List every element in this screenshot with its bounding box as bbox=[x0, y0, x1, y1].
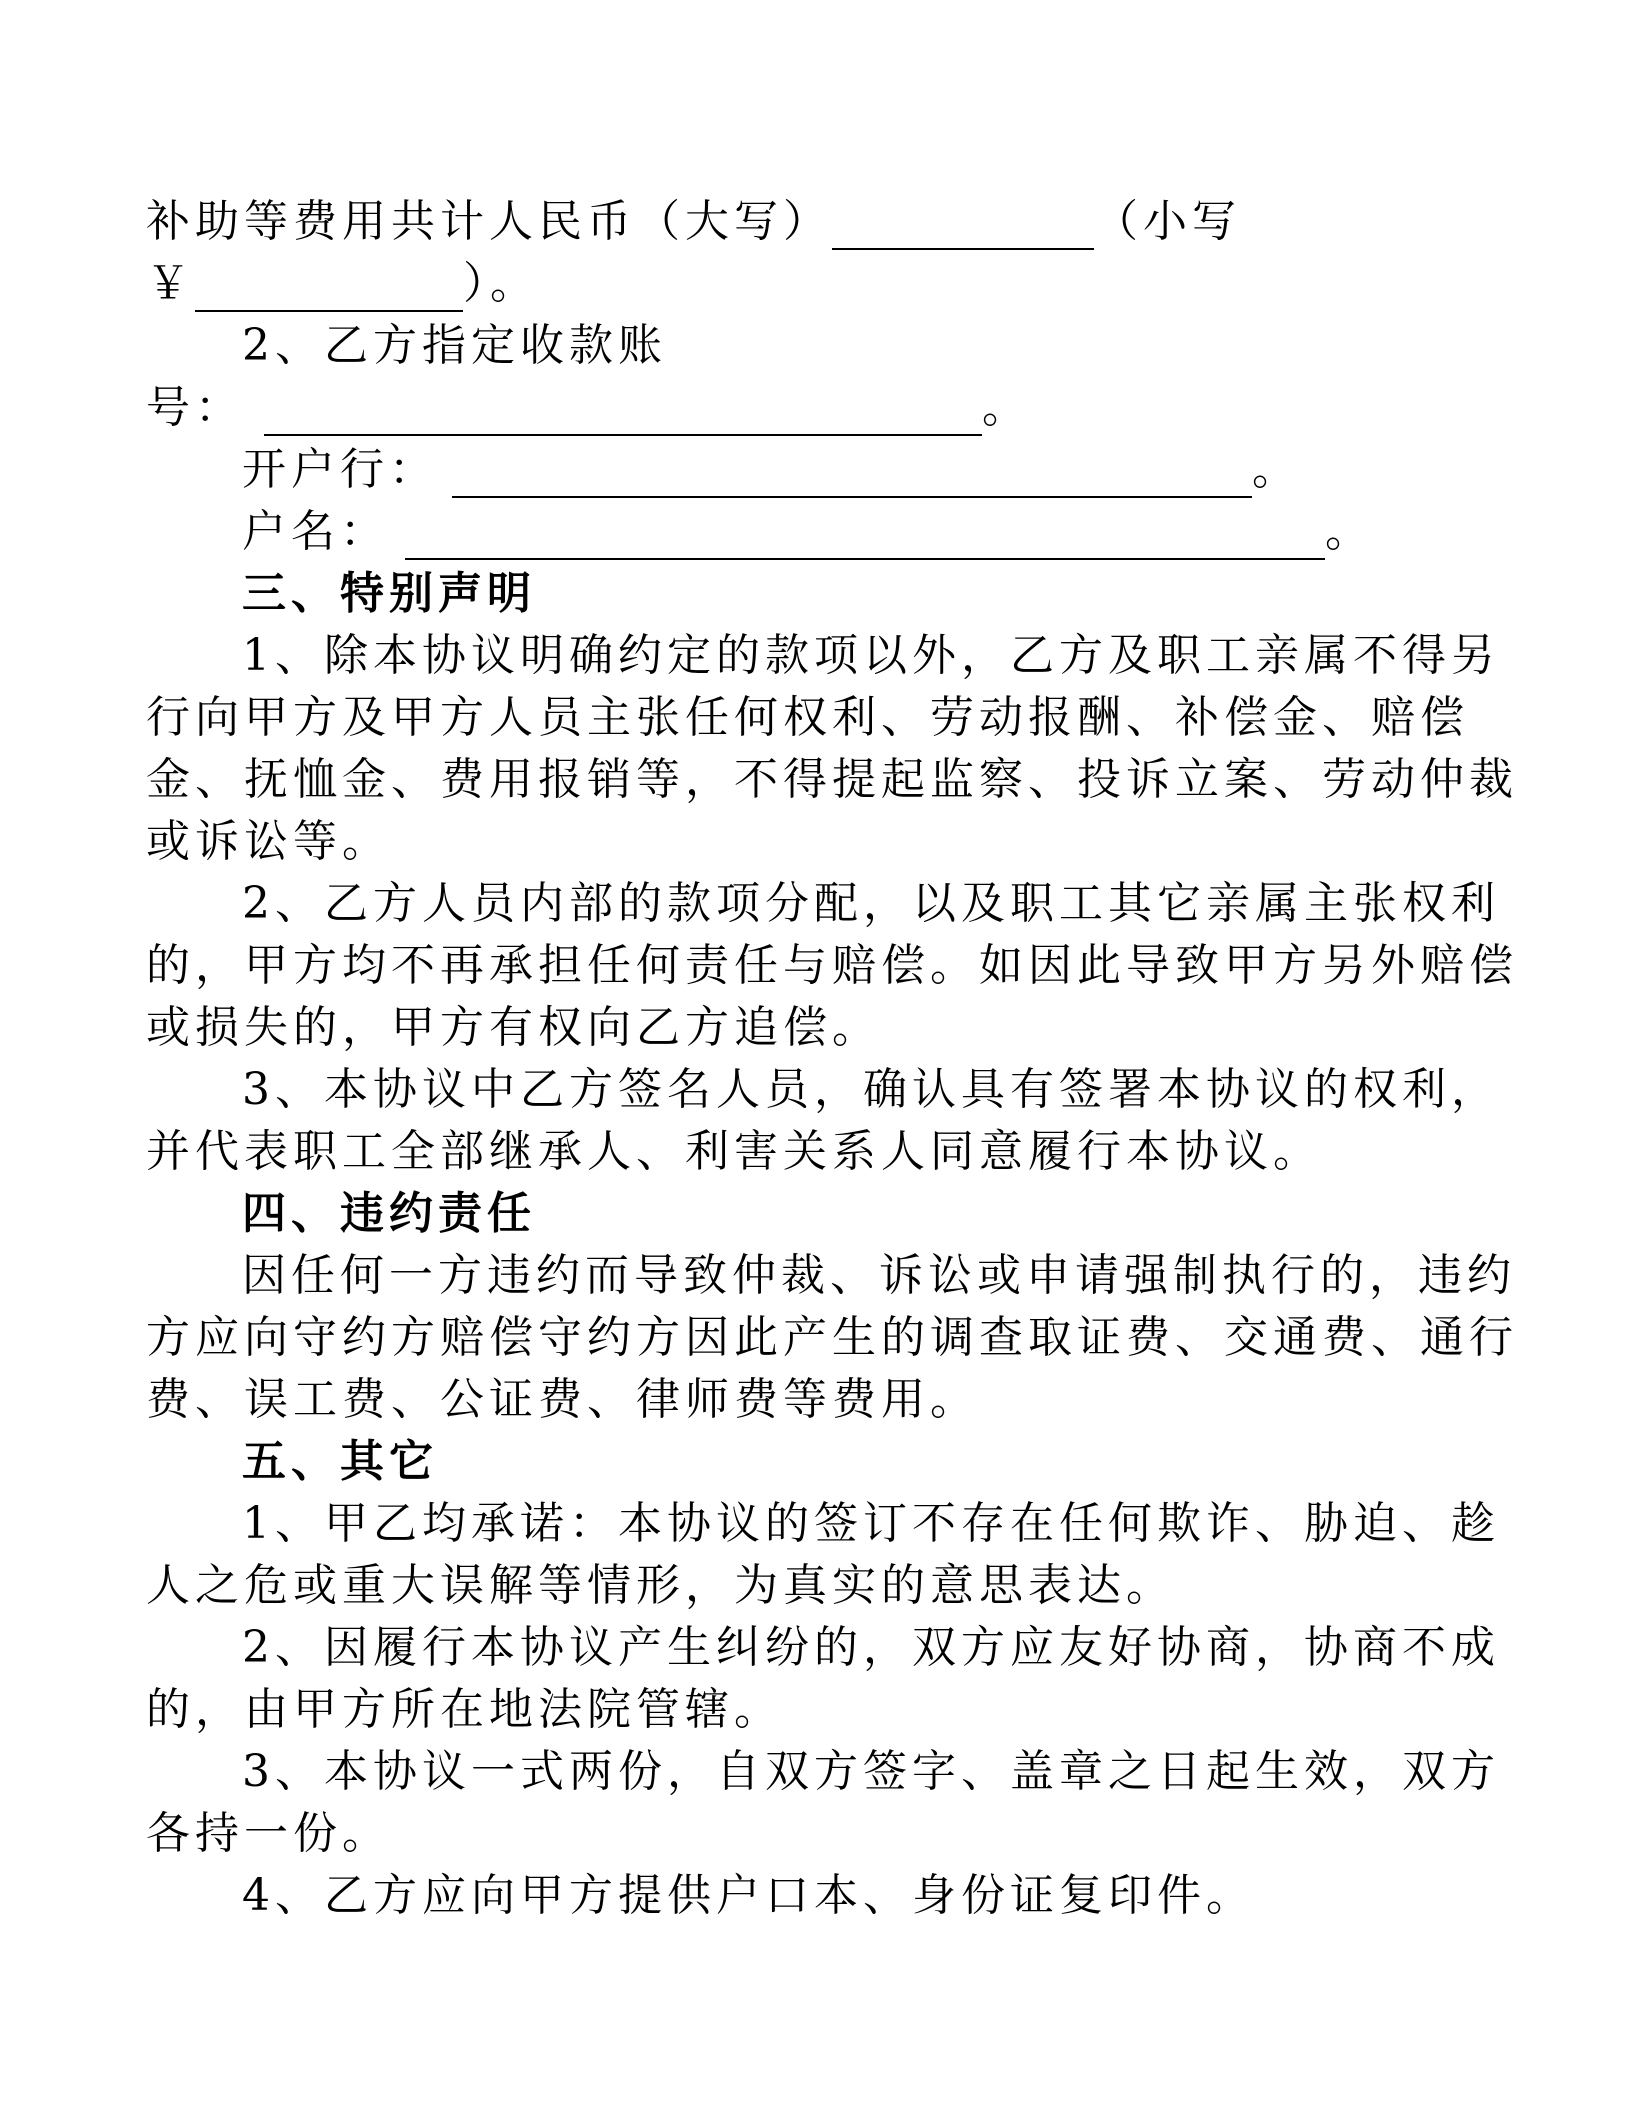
total-amount-line-2 bbox=[146, 256, 539, 312]
section-4-line: 费、误工费、公证费、律师费等费用。 bbox=[146, 1374, 979, 1425]
section-3-line: 行向甲方及甲方人员主张任何权利、劳动报酬、补偿金、赔偿 bbox=[146, 692, 1469, 743]
account-name-label: 户名： bbox=[242, 506, 389, 557]
section-5-line: 1、甲乙均承诺：本协议的签订不存在任何欺诈、胁迫、趁 bbox=[242, 1498, 1500, 1549]
bank-end: 。 bbox=[1252, 444, 1301, 495]
section-4-line: 方应向守约方赔偿守约方因此产生的调查取证费、交通费、通行 bbox=[146, 1312, 1518, 1363]
bank-blank[interactable] bbox=[452, 452, 1252, 498]
account-label-continued: 号： bbox=[146, 382, 244, 433]
account-number-line bbox=[146, 380, 1031, 436]
section-3-line: 或损失的，甲方有权向乙方追偿。 bbox=[146, 1002, 881, 1053]
section-5-line: 3、本协议一式两份，自双方签字、盖章之日起生效，双方 bbox=[242, 1746, 1500, 1797]
account-name-blank[interactable] bbox=[405, 514, 1325, 560]
section-5-title: 五、其它 bbox=[242, 1436, 438, 1487]
section-3-line: 1、除本协议明确约定的款项以外，乙方及职工亲属不得另 bbox=[242, 630, 1500, 681]
amount-uppercase-blank[interactable] bbox=[832, 204, 1094, 250]
total-amount-lowercase-text: （小写 bbox=[1094, 196, 1241, 247]
total-amount-line bbox=[146, 194, 1241, 250]
bank-label: 开户行： bbox=[242, 444, 438, 495]
section-3-line: 金、抚恤金、费用报销等，不得提起监察、投诉立案、劳动仲裁 bbox=[146, 754, 1518, 805]
section-4-line: 因任何一方违约而导致仲裁、诉讼或申请强制执行的，违约 bbox=[242, 1250, 1516, 1301]
section-3-line: 3、本协议中乙方签名人员，确认具有签署本协议的权利， bbox=[242, 1064, 1500, 1115]
yen-sign: ￥ bbox=[146, 258, 195, 309]
section-3-line: 或诉讼等。 bbox=[146, 816, 391, 867]
section-4-title: 四、违约责任 bbox=[242, 1188, 536, 1239]
section-5-line: 的，由甲方所在地法院管辖。 bbox=[146, 1684, 783, 1735]
amount-lowercase-blank[interactable] bbox=[195, 266, 463, 312]
section-3-line: 的，甲方均不再承担任何责任与赔偿。如因此导致甲方另外赔偿 bbox=[146, 940, 1518, 991]
section-3-line: 2、乙方人员内部的款项分配，以及职工其它亲属主张权利 bbox=[242, 878, 1500, 929]
account-label: 2、乙方指定收款账 bbox=[242, 320, 667, 371]
account-label-line bbox=[242, 318, 667, 374]
section-5-line: 各持一份。 bbox=[146, 1808, 391, 1859]
account-number-blank[interactable] bbox=[264, 390, 982, 436]
total-amount-text: 补助等费用共计人民币（大写） bbox=[146, 196, 832, 247]
section-3-title: 三、特别声明 bbox=[242, 568, 536, 619]
section-5-line: 人之危或重大误解等情形，为真实的意思表达。 bbox=[146, 1560, 1175, 1611]
account-name-line bbox=[242, 504, 1374, 560]
section-5-line: 4、乙方应向甲方提供户口本、身份证复印件。 bbox=[242, 1870, 1255, 1921]
bank-line bbox=[242, 442, 1301, 498]
total-amount-end: ）。 bbox=[463, 258, 539, 309]
account-name-end: 。 bbox=[1325, 506, 1374, 557]
account-end: 。 bbox=[982, 382, 1031, 433]
section-3-line: 并代表职工全部继承人、利害关系人同意履行本协议。 bbox=[146, 1126, 1322, 1177]
section-5-line: 2、因履行本协议产生纠纷的，双方应友好协商，协商不成 bbox=[242, 1622, 1500, 1673]
